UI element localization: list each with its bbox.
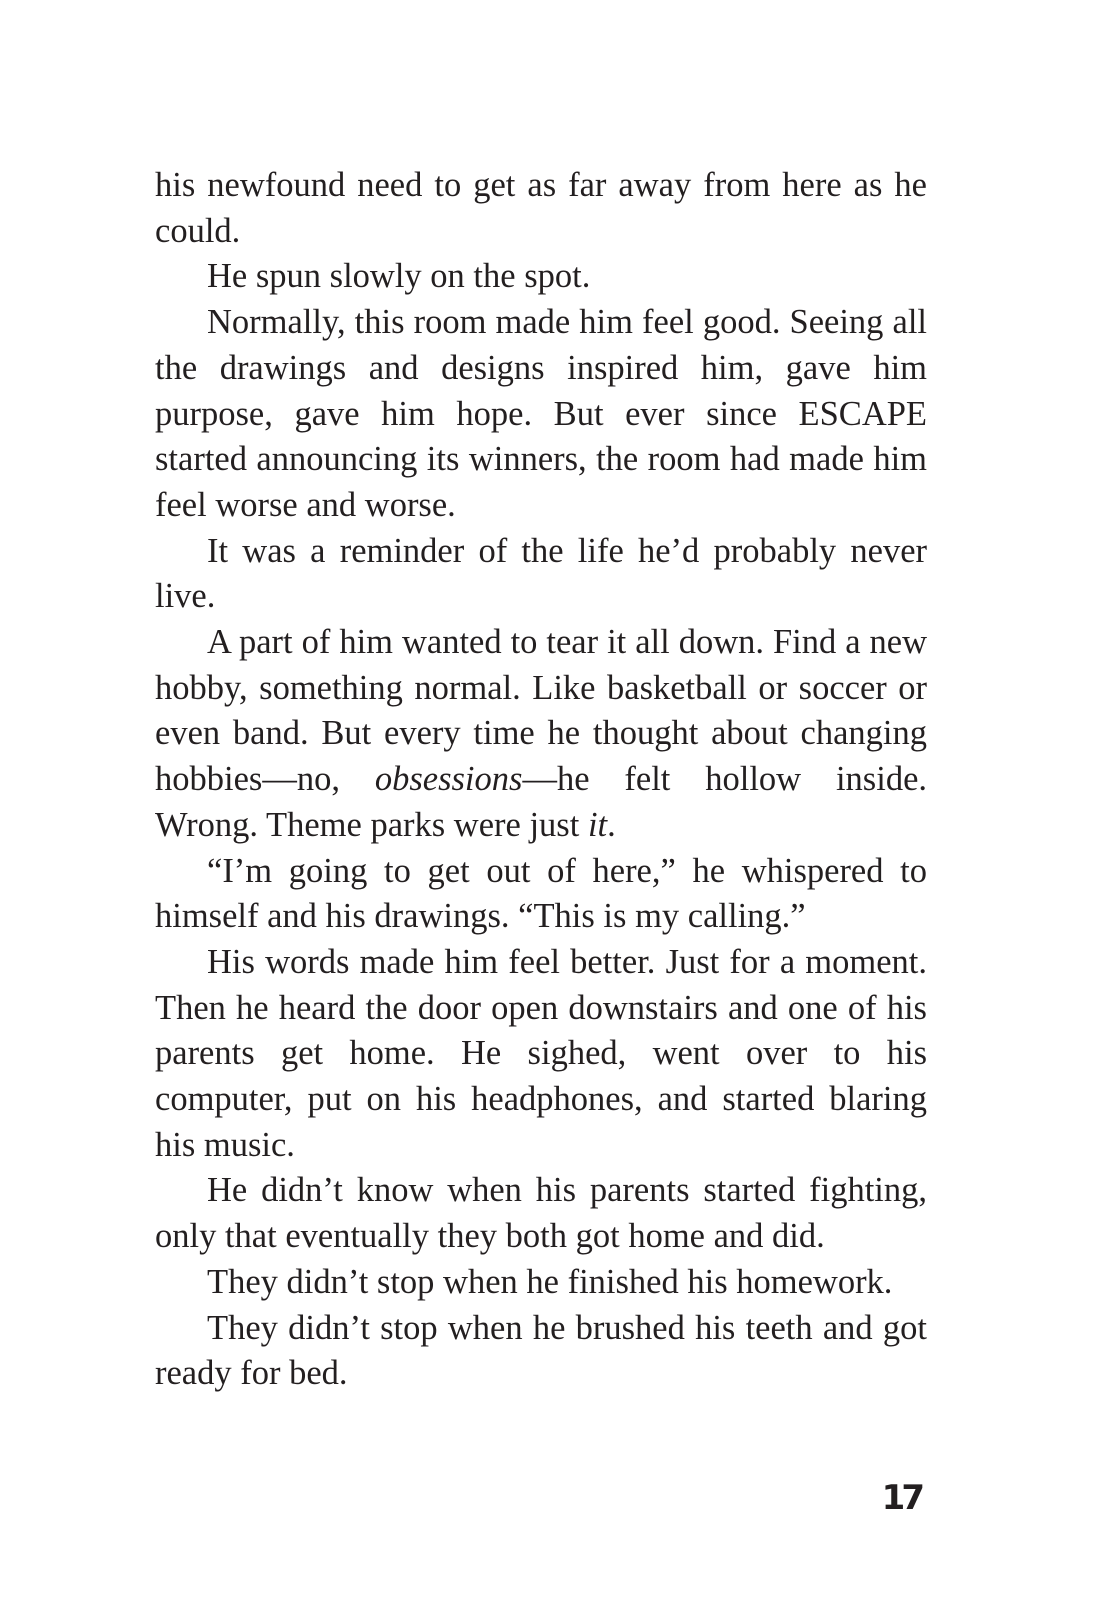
- paragraph-4: [155, 529, 927, 620]
- text-segment: He didn’t know when his parents started fighting, only that eventually they both got home and did.: [155, 1171, 927, 1256]
- text-segment: Normally, this room made him feel good. Seeing all the drawings and designs inspired him, gave him purpose, gave him hope. But ever since ESCAPE started announcing its winners, the room had made him feel worse and worse.: [155, 303, 927, 524]
- paragraph-3: [155, 300, 927, 529]
- text-segment: They didn’t stop when he finished his homework.: [207, 1262, 893, 1301]
- paragraph-1: [155, 163, 927, 254]
- paragraph-10: [155, 1306, 927, 1397]
- paragraph-6: [155, 849, 927, 940]
- paragraph-9: [155, 1260, 927, 1306]
- paragraph-7: [155, 940, 927, 1169]
- italic-segment: it: [587, 805, 608, 844]
- italic-segment: obsessions: [374, 760, 523, 799]
- text-segment: His words made him feel better. Just for a moment. Then he heard the door open downstairs and one of his parents get home. He sighed, went over to his computer, put on his headphones, and started blaring his music.: [155, 942, 927, 1164]
- body-text: [155, 163, 927, 1397]
- text-segment: .: [607, 805, 616, 844]
- paragraph-2: [155, 254, 927, 300]
- text-segment: It was a reminder of the life he’d probably never live.: [155, 531, 927, 616]
- paragraph-8: [155, 1168, 927, 1259]
- paragraph-5: [155, 620, 927, 849]
- text-segment: They didn’t stop when he brushed his teeth and got ready for bed.: [155, 1308, 927, 1393]
- text-segment: A part of him wanted to tear it all down. Find a new hobby, something normal. Like basketball or soccer or even band. But every time he thought about changing hobbies—no,: [155, 623, 927, 799]
- text-segment: “I’m going to get out of here,” he whispered to himself and his drawings. “This is my calling.”: [155, 851, 927, 936]
- text-segment: —he felt hollow inside. Wrong. Theme parks were just: [155, 760, 928, 844]
- text-segment: He spun slowly on the spot.: [207, 257, 591, 296]
- text-segment: his newfound need to get as far away from here as he could.: [155, 166, 927, 250]
- page-number: 17: [881, 1478, 921, 1518]
